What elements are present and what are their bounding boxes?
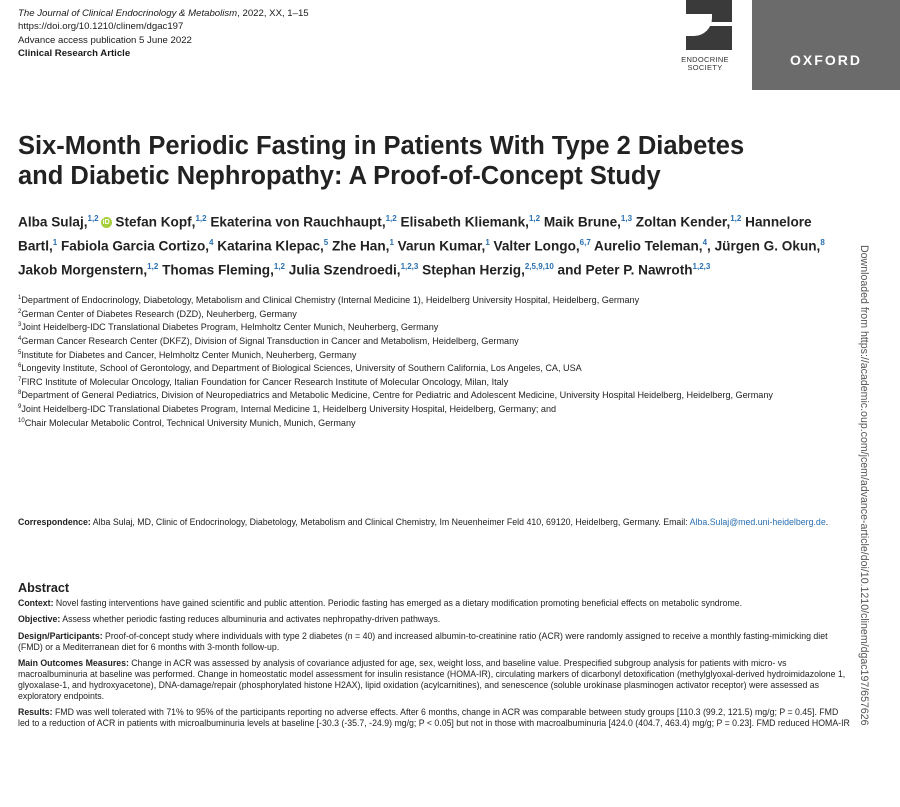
- author-affiliation-ref[interactable]: 8: [820, 238, 825, 248]
- abstract-paragraph-text: FMD was well tolerated with 71% to 95% of the participants reporting no adverse effects. After 6 months, change in ACR was comparable between study groups [110.3 (99.2, 121.5) mg/g; P = 0.45]. FMD led to a reduction of ACR in patients with microalbuminuria levels at baseline [-30.3 (-35.7, -24.9) mg/g; P < 0.05] but not in those with macroalbuminuria [424.0 (404.7, 463.4) mg/g; P = 0.23]. FMD reduced HOMA-IR: [18, 707, 850, 729]
- author-affiliation-ref[interactable]: 1,2: [147, 262, 159, 272]
- author-name[interactable]: Zoltan Kender,: [632, 214, 731, 230]
- affiliation-text: Joint Heidelberg-IDC Translational Diabetes Program, Helmholtz Center Munich, Neuherberg, Germany: [21, 322, 439, 333]
- author-affiliation-ref[interactable]: 1,2: [385, 214, 397, 223]
- affiliation-number: 10: [18, 417, 25, 424]
- author-name[interactable]: Jakob Morgenstern,: [18, 262, 148, 278]
- journal-header: [18, 7, 309, 61]
- journal-citation: The Journal of Clinical Endocrinology & Metabolism, 2022, XX, 1–15: [18, 8, 309, 19]
- author-affiliation-ref[interactable]: 1: [485, 238, 490, 248]
- abstract-section: [18, 581, 850, 735]
- affiliation-number: 3: [18, 322, 22, 329]
- abstract-paragraph-label: Results:: [18, 707, 53, 718]
- abstract-paragraph: [18, 707, 850, 729]
- abstract-paragraph: [18, 614, 850, 625]
- affiliation-item: [18, 375, 848, 389]
- author-affiliation-ref[interactable]: 1,2,3: [692, 262, 711, 272]
- download-watermark: Downloaded from https://academic.oup.com/jcem/advance-article/doi/10.1210/clinem/dgac197/657626: [858, 245, 870, 726]
- author-name[interactable]: Katarina Klepac,: [213, 238, 324, 254]
- author-name[interactable]: Stefan Kopf,: [111, 214, 196, 230]
- author-name[interactable]: Julia Szendroedi,: [284, 262, 401, 278]
- oxford-logo[interactable]: OXFORD: [752, 0, 900, 90]
- affiliation-item: [18, 361, 848, 375]
- article-title: Six-Month Periodic Fasting in Patients With Type 2 Diabetes and Diabetic Nephropathy: A Proof-of-Concept Study: [18, 132, 745, 190]
- correspondence: Correspondence: Alba Sulaj, MD, Clinic of Endocrinology, Diabetology, Metabolism and Clinical Chemistry, Im Neuenheimer Feld 410, 69120, Heidelberg, Germany. Email: Alba.Sulaj@med.uni-heidelberg.de.: [18, 517, 829, 527]
- affiliation-text: German Cancer Research Center (DKFZ), Division of Signal Transduction in Cancer and Metabolism, Heidelberg, Germany: [21, 335, 519, 346]
- author-affiliation-ref[interactable]: 1: [52, 238, 58, 248]
- author-affiliation-ref[interactable]: 1,2,3: [400, 262, 419, 272]
- author-name[interactable]: Fabiola Garcia Cortizo,: [57, 238, 210, 254]
- affiliation-text: German Center of Diabetes Research (DZD), Neuherberg, Germany: [21, 308, 297, 319]
- affiliation-item: [18, 402, 848, 416]
- author-name[interactable]: Stephan Herzig,: [418, 262, 525, 278]
- affiliation-text: Joint Heidelberg-IDC Translational Diabetes Program, Internal Medicine 1, Heidelberg University Hospital, Heidelberg, Germany; and: [21, 404, 557, 415]
- affiliation-item: [18, 334, 848, 348]
- affiliation-item: [18, 416, 848, 430]
- author-affiliation-ref[interactable]: 4: [702, 238, 708, 248]
- author-affiliation-ref[interactable]: 1,2: [87, 214, 99, 223]
- abstract-paragraph-label: Design/Participants:: [18, 630, 103, 641]
- affiliation-number: 6: [18, 363, 22, 370]
- endocrine-society-mark-icon: [686, 0, 732, 50]
- abstract-paragraph-label: Objective:: [18, 614, 61, 625]
- author-affiliation-ref[interactable]: 1: [389, 238, 394, 248]
- abstract-paragraph-label: Main Outcomes Measures:: [18, 658, 129, 669]
- author-name[interactable]: , Jürgen G. Okun,: [707, 238, 821, 254]
- affiliation-text: FIRC Institute of Molecular Oncology, Italian Foundation for Cancer Research Institute of Molecular Oncology, Milan, Italy: [21, 376, 509, 387]
- affiliation-text: Department of Endocrinology, Diabetology, Metabolism and Clinical Chemistry (Internal Medicine 1), Heidelberg University Hospital, Heidelberg, Germany: [21, 295, 640, 306]
- affiliation-number: 1: [18, 295, 22, 301]
- author-affiliation-ref[interactable]: 6,7: [579, 238, 591, 248]
- abstract-paragraph-text: Novel fasting interventions have gained scientific and public attention. Periodic fasting has emerged as a dietary modification promoting beneficial effects on metabolic syndrome.: [53, 598, 743, 608]
- author-list: [18, 209, 848, 281]
- affiliation-item: [18, 320, 848, 334]
- affiliation-number: 4: [18, 335, 22, 342]
- author-name[interactable]: and Peter P. Nawroth: [553, 262, 693, 278]
- author-name[interactable]: Zhe Han,: [328, 238, 390, 254]
- abstract-paragraph: [18, 631, 850, 653]
- author-affiliation-ref[interactable]: 2,5,9,10: [524, 262, 554, 272]
- abstract-paragraph-label: Context:: [18, 598, 54, 608]
- endocrine-society-logo[interactable]: [660, 0, 740, 90]
- affiliations-list: [18, 293, 848, 429]
- advance-access-date: Advance access publication 5 June 2022: [18, 34, 192, 46]
- orcid-icon[interactable]: iD: [102, 219, 110, 227]
- correspondence-email-link[interactable]: Alba.Sulaj@med.uni-heidelberg.de: [689, 517, 826, 527]
- affiliation-text: Chair Molecular Metabolic Control, Technical University Munich, Munich, Germany: [24, 417, 356, 428]
- affiliation-item: [18, 348, 848, 362]
- affiliation-number: 8: [18, 390, 22, 397]
- author-affiliation-ref[interactable]: 1,2: [730, 214, 742, 223]
- affiliation-text: Longevity Institute, School of Gerontology, and Department of Biological Sciences, University of Southern California, Los Angeles, CA, USA: [21, 363, 582, 374]
- author-name[interactable]: Valter Longo,: [489, 238, 580, 254]
- abstract-paragraph-text: Assess whether periodic fasting reduces albuminuria and activates nephropathy-driven pathways.: [60, 614, 441, 625]
- author-name[interactable]: Aurelio Teleman,: [590, 238, 703, 254]
- affiliation-number: 2: [18, 308, 22, 315]
- endocrine-society-wordmark: ENDOCRINE SOCIETY: [681, 55, 729, 72]
- author-name[interactable]: Hannelore Bartl,: [18, 214, 812, 254]
- abstract-paragraph: [18, 598, 850, 609]
- affiliation-item: [18, 388, 848, 402]
- author-affiliation-ref[interactable]: 5: [323, 238, 329, 248]
- author-affiliation-ref[interactable]: 1,2: [273, 262, 285, 272]
- author-affiliation-ref[interactable]: 1,3: [620, 214, 633, 223]
- author-name[interactable]: Varun Kumar,: [393, 238, 486, 254]
- publisher-logos: [660, 0, 900, 90]
- affiliation-number: 5: [18, 349, 22, 356]
- abstract-paragraph-text: Proof-of-concept study where individuals with type 2 diabetes (n = 40) and increased albumin-to-creatinine ratio (ACR) were randomly assigned to receive a monthly fasting-mimicking diet (FMD) or a Mediterranean diet for 6 months with 3-month follow-up.: [18, 630, 828, 652]
- affiliation-number: 7: [18, 376, 22, 383]
- affiliation-number: 9: [18, 404, 22, 410]
- author-name[interactable]: Ekaterina von Rauchhaupt,: [206, 214, 386, 230]
- author-affiliation-ref[interactable]: 1,2: [195, 214, 207, 223]
- doi-link[interactable]: https://doi.org/10.1210/clinem/dgac197: [18, 21, 184, 33]
- author-name[interactable]: Thomas Fleming,: [158, 262, 274, 278]
- abstract-paragraph: [18, 658, 850, 702]
- abstract-paragraph-text: Change in ACR was assessed by analysis of covariance adjusted for age, sex, weight loss, and baseline value. Prespecified subgroup analysis for patients with micro- vs macroalbuminuria at baseline was performed. Change in homeostatic model assessment for insulin resistance (HOMA-IR), circulating markers of dicarbonyl detoxification (methylglyoxal-derived hydroimidazolone 1, glyoxalase-1, and hydroxyacetone), DNA-damage/repair (phosphorylated histone H2AX), lipid oxidation (acylcarnitines), and senescence (soluble urokinase plasminogen activator receptor) were assessed as exploratory endpoints.: [18, 658, 846, 701]
- affiliation-item: [18, 307, 848, 321]
- author-affiliation-ref[interactable]: 1,2: [528, 214, 541, 223]
- author-affiliation-ref[interactable]: 4: [209, 238, 214, 248]
- abstract-body: [18, 598, 850, 729]
- affiliation-text: Institute for Diabetes and Cancer, Helmholtz Center Munich, Neuherberg, Germany: [21, 349, 357, 360]
- author-name[interactable]: Alba Sulaj,: [18, 214, 88, 230]
- affiliation-item: [18, 293, 848, 307]
- author-name[interactable]: Elisabeth Kliemank,: [396, 214, 529, 230]
- article-type: Clinical Research Article: [18, 48, 131, 60]
- author-name[interactable]: Maik Brune,: [540, 214, 621, 230]
- affiliation-text: Department of General Pediatrics, Division of Neuropediatrics and Metabolic Medicine, Centre for Pediatric and Adolescent Medicine, University Hospital Heidelberg, Heidelberg, Germany: [21, 390, 773, 401]
- abstract-heading: Abstract: [18, 581, 70, 595]
